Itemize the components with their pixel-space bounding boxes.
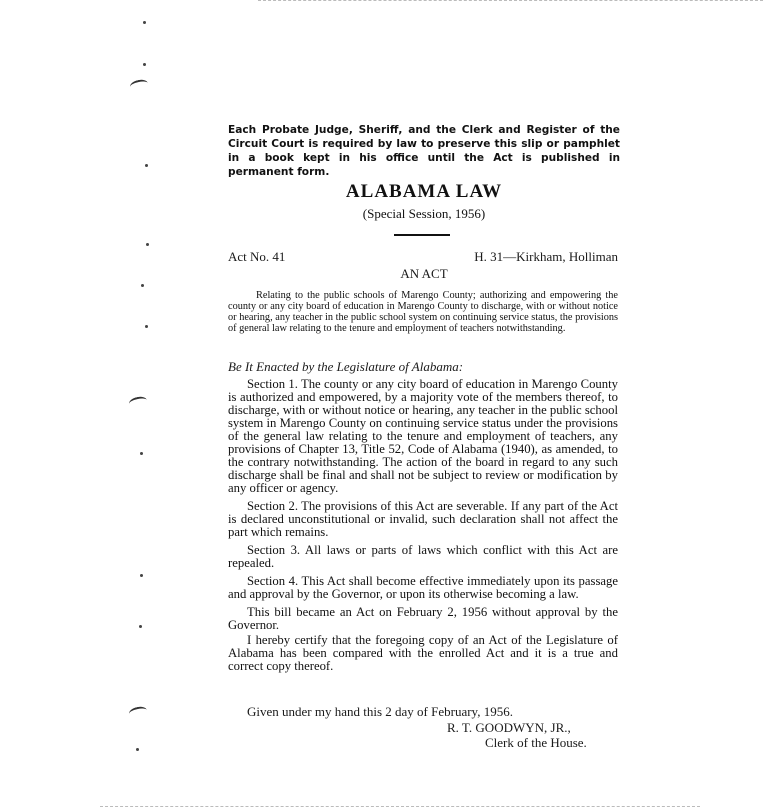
binder-hook-mark — [128, 705, 148, 719]
session-subtitle: (Special Session, 1956) — [362, 206, 486, 221]
binder-hook-mark — [129, 78, 149, 92]
scan-speck — [145, 164, 148, 167]
scan-speck — [145, 325, 148, 328]
act-heading: AN ACT — [400, 266, 448, 281]
given-line: Given under my hand this 2 day of February, 1956. — [247, 704, 513, 719]
section-1: Section 1. The county or any city board of education in Marengo County is authorized and empowered, by a majority vote of the members thereof, to discharge, with or without notice or hearing, any teacher in the public school system in Marengo County on continuing service status under the provisions of the general law relating to the tenure and employment of teachers, any provisions of Chapter 13, Title 52, Code of Alabama (1940), as amended, to the contrary notwithstanding. The action of the board in regard to any such discharge shall be final and shall not be subject to review or modification by any officer or agency. — [228, 377, 618, 495]
enacting-clause: Be It Enacted by the Legislature of Alabama: — [228, 359, 464, 374]
scan-speck — [141, 284, 144, 287]
section-2: Section 2. The provisions of this Act are severable. If any part of the Act is declared unconstitutional or invalid, such declaration shall not affect the part which remains. — [228, 499, 618, 539]
approval-note: This bill became an Act on February 2, 1956 without approval by the Governor. — [228, 605, 618, 632]
scan-speck — [139, 625, 142, 628]
signature-name: R. T. GOODWYN, JR., — [447, 720, 571, 735]
scan-speck — [146, 243, 149, 246]
act-body — [228, 378, 618, 678]
certification: I hereby certify that the foregoing copy of an Act of the Legislature of Alabama has been compared with the enrolled Act and it is a true and correct copy thereof. — [228, 633, 618, 673]
scan-speck — [143, 63, 146, 66]
scan-edge-top — [258, 0, 763, 1]
scan-speck — [136, 748, 139, 751]
title-divider — [394, 234, 450, 236]
scan-speck — [143, 21, 146, 24]
act-summary: Relating to the public schools of Marengo County; authorizing and empowering the county or any city board of education in Marengo County to discharge, with or without notice or hearing, any teacher in the public school system on continuing service status, the provisions of general law relating to the tenure and employment of teachers notwithstanding. — [228, 290, 618, 334]
scan-speck — [140, 452, 143, 455]
section-4: Section 4. This Act shall become effective immediately upon its passage and approval by the Governor, or upon its otherwise becoming a law. — [228, 574, 618, 601]
bill-number: H. 31—Kirkham, Holliman — [474, 249, 618, 264]
document-title: ALABAMA LAW — [345, 181, 503, 202]
preservation-notice: Each Probate Judge, Sheriff, and the Clerk and Register of the Circuit Court is required by law to preserve this slip or pamphlet in a book kept in his office until the Act is published in permanent form. — [228, 124, 620, 178]
scan-speck — [140, 574, 143, 577]
act-number: Act No. 41 — [228, 249, 286, 264]
section-3: Section 3. All laws or parts of laws which conflict with this Act are repealed. — [228, 543, 618, 570]
signature-title: Clerk of the House. — [485, 735, 587, 750]
binder-hook-mark — [128, 395, 148, 409]
scan-edge-bottom — [100, 806, 700, 807]
